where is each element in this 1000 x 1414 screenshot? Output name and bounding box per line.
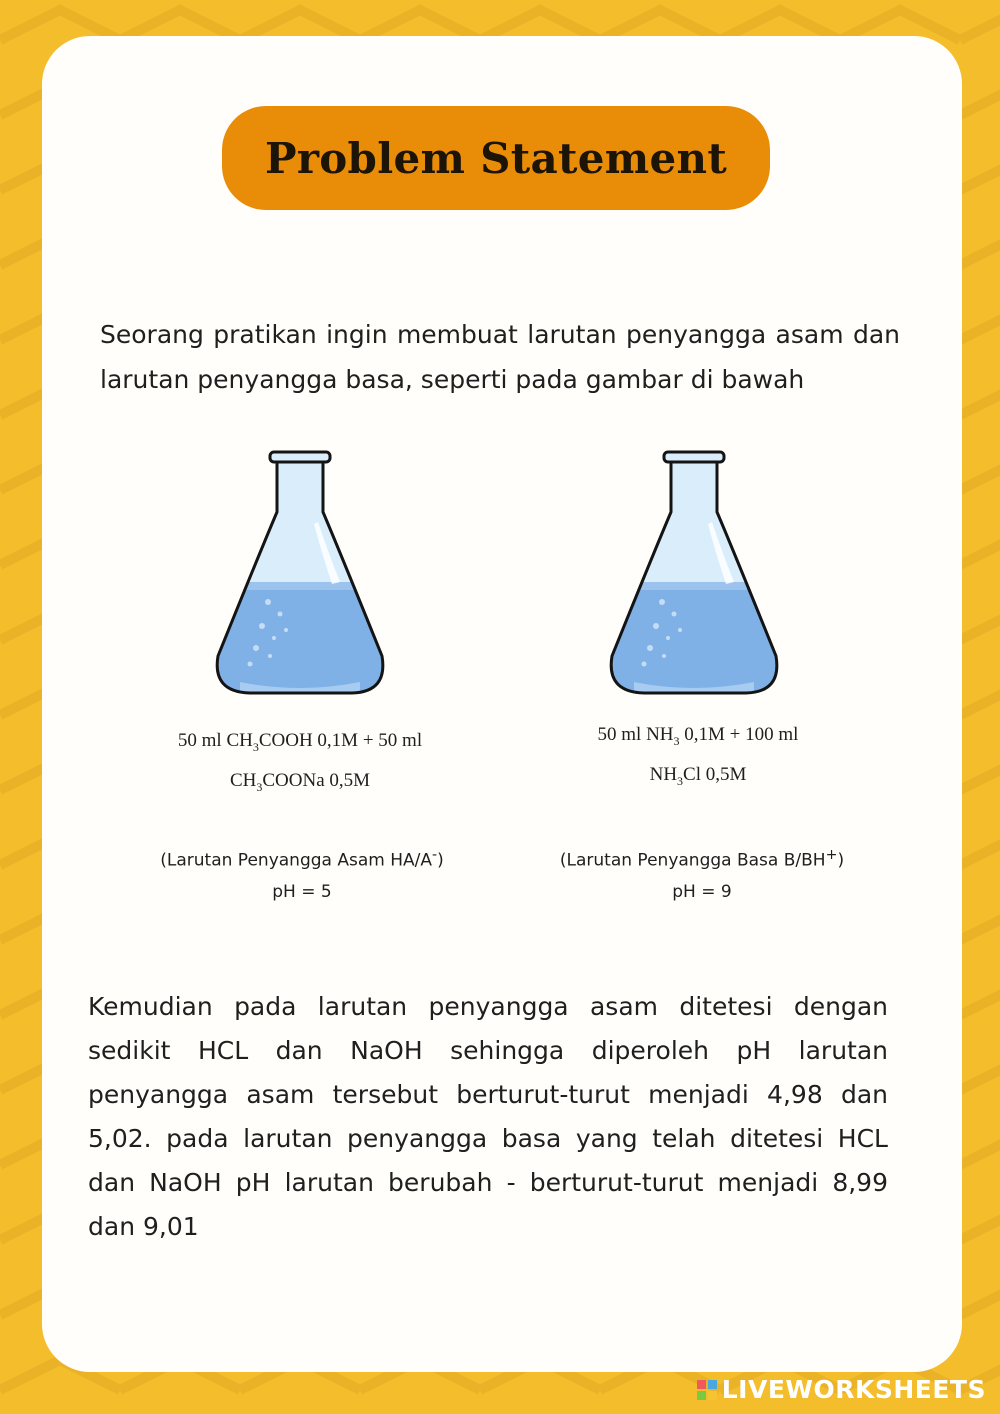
erlenmeyer-flask-acid xyxy=(210,442,390,698)
page-title: Problem Statement xyxy=(264,133,728,183)
flask-base-composition: 50 ml $NH_3$ 0,1M + 100 ml $NH_3Cl$ 0,5M xyxy=(597,724,799,788)
liveworksheets-watermark xyxy=(696,1375,986,1404)
flask-base-caption: (Larutan Penyangga Basa B/BH+) pH = 9 xyxy=(502,840,902,908)
flask-base-ph: pH = 9 xyxy=(672,881,732,902)
erlenmeyer-flask-base xyxy=(604,442,784,698)
flask-acid-caption: (Larutan Penyangga Asam HA/A-) pH = 5 xyxy=(102,840,502,908)
flask-acid-ph: pH = 5 xyxy=(272,881,332,902)
liveworksheets-logo-icon xyxy=(696,1379,718,1401)
flask-acid-composition: 50 ml $CH_3COOH$ 0,1M + 50 ml $CH_3COONa$ 0,5M xyxy=(177,730,423,794)
intro-paragraph: Seorang pratikan ingin membuat larutan penyangga asam dan larutan penyangga basa, seperti pada gambar di bawah xyxy=(100,320,900,394)
title-banner xyxy=(222,106,770,210)
body-paragraph: Kemudian pada larutan penyangga asam ditetesi dengan sedikit HCL dan NaOH sehingga diperoleh pH larutan penyangga asam tersebut berturut-turut menjadi 4,98 dan 5,02. pada larutan penyangga basa yang telah ditetesi HCL dan NaOH pH larutan berubah - berturut-turut menjadi 8,99 dan 9,01 xyxy=(88,992,888,1241)
watermark-text: LIVEWORKSHEETS xyxy=(721,1375,986,1404)
